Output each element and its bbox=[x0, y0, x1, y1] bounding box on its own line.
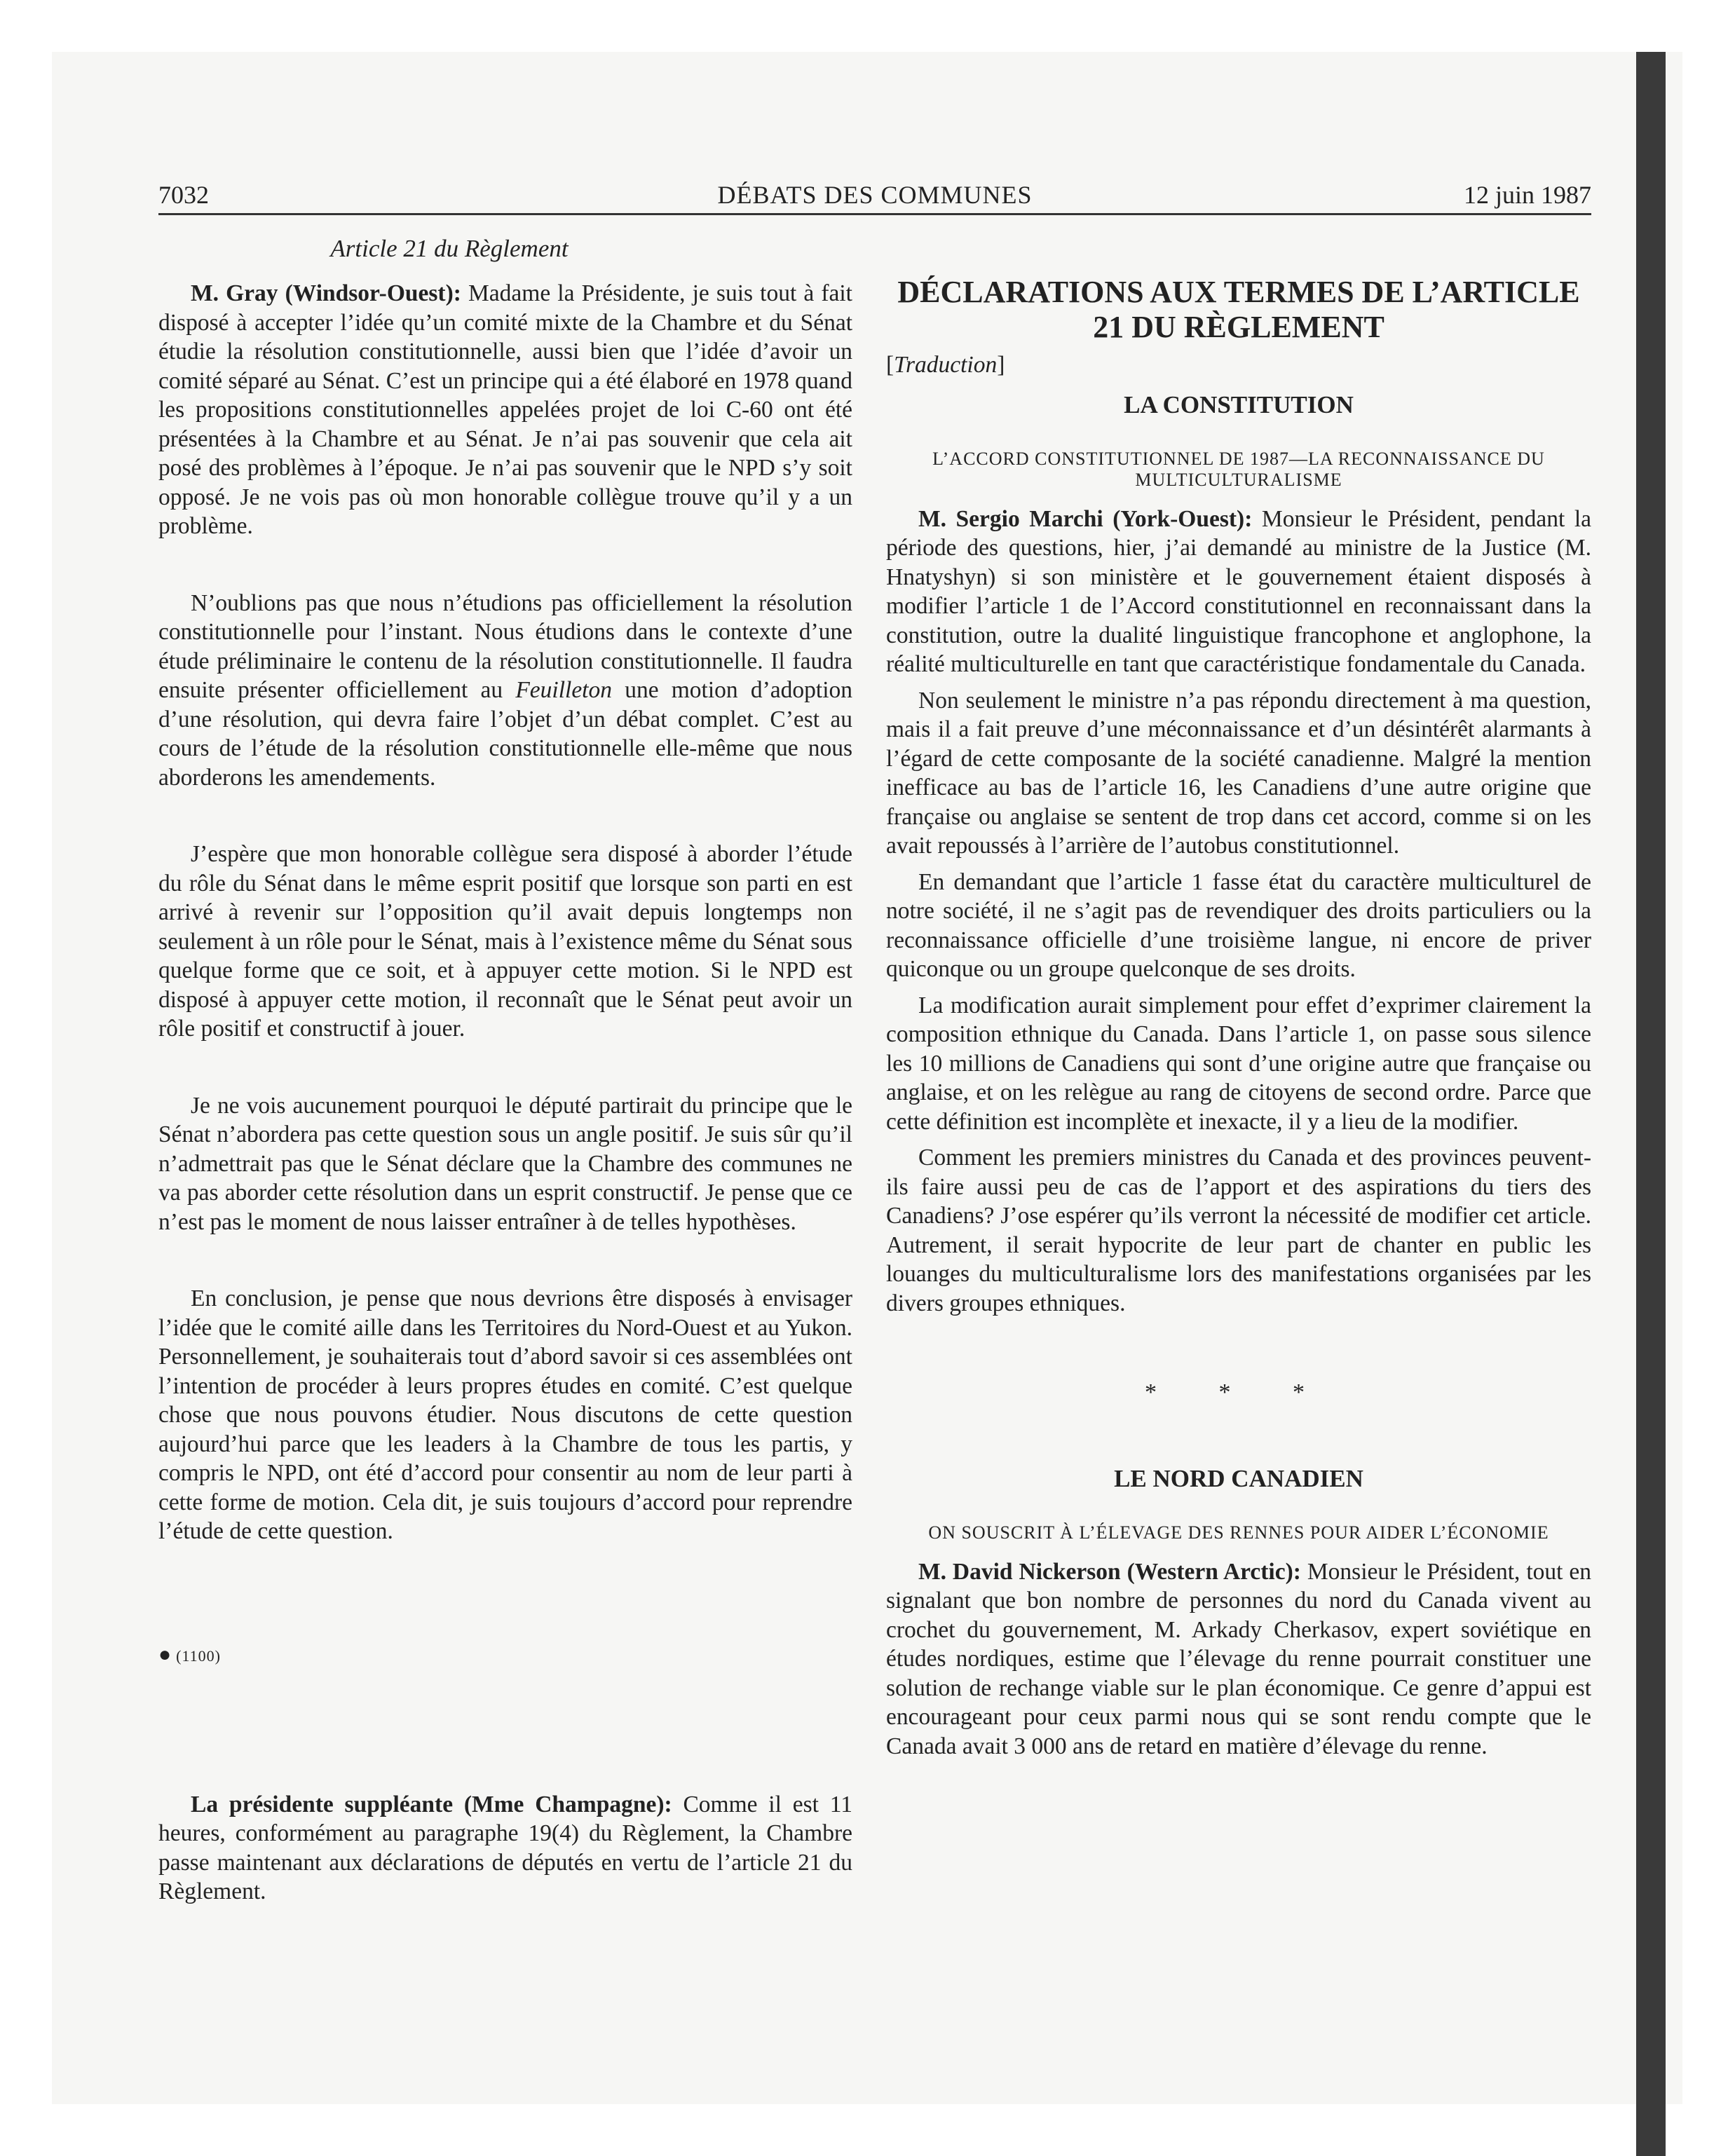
paragraph: N’oublions pas que nous n’étudions pas officiellement la résolution constitutionnelle pour l’instant. Nous étudions dans le contexte d’une étude préliminaire le contenu de la résolution constitutionnelle. Il faudra ensuite présenter officiellement au Feuilleton une motion d’adoption d’une résolution, qui devra faire l’objet d’un débat complet. C’est au cours de l’étude de la résolution constitutionnelle elle-même que nous aborderons les amendements. bbox=[158, 589, 852, 791]
speaker-name: M. Sergio Marchi (York-Ouest): bbox=[918, 505, 1253, 532]
page-number: 7032 bbox=[158, 181, 209, 209]
feuilleton-term: Feuilleton bbox=[515, 677, 612, 703]
speaker-name: M. David Nickerson (Western Arctic): bbox=[918, 1558, 1301, 1585]
running-header bbox=[158, 177, 1591, 215]
separator: * * * bbox=[1145, 1379, 1333, 1405]
section-title: LA CONSTITUTION bbox=[1124, 390, 1354, 418]
journal-title: DÉBATS DES COMMUNES bbox=[717, 181, 1033, 209]
right-column bbox=[886, 275, 1591, 1761]
paragraph-nickerson: M. David Nickerson (Western Arctic): Monsieur le Président, tout en signalant que bon nombre de personnes du nord du Canada vivent au crochet du gouvernement, M. Arkady Cherkasov, expert soviétique en études nordiques, estime que l’élevage du renne pourrait constituer une solution de rechange viable sur le plan économique. Ce genre d’appui est encourageant pour ceux parmi nous qui se sont rendu compte que le Canada avait 3 000 ans de retard en matière d’élevage du renne. bbox=[886, 1558, 1592, 1759]
main-heading: DÉCLARATIONS AUX TERMES DE L’ARTICLE 21 DU RÈGLEMENT bbox=[897, 275, 1580, 344]
left-column bbox=[158, 231, 852, 1906]
speaker-name: La présidente suppléante (Mme Champagne): bbox=[191, 1791, 672, 1817]
translation-note: [Traduction] bbox=[886, 352, 1005, 378]
paragraph: En demandant que l’article 1 fasse état du caractère multiculturel de notre société, il ne s’agit pas de revendiquer des droits particuliers ou la reconnaissance officielle d’une troisième langue, ni encore de priver quiconque ou un groupe quelconque de ses droits. bbox=[886, 868, 1591, 982]
paragraph: En conclusion, je pense que nous devrions être disposés à envisager l’idée que le comité aille dans les Territoires du Nord-Ouest et au Yukon. Personnellement, je souhaiterais tout d’abord savoir si ces assemblées ont l’intention de procéder à leurs propres études en comité. C’est quelque chose que nous pouvons étudier. Nous discutons de cette question aujourd’hui parce que les leaders à la Chambre de tous les partis, y compris le NPD, ont été d’accord pour consentir au nom de leur parti à cette forme de motion. Cela dit, je suis toujours d’accord pour reprendre l’étude de cette question. bbox=[158, 1285, 852, 1544]
paragraph: Comment les premiers ministres du Canada et des provinces peuvent-ils faire aussi peu de cas de l’apport et des aspirations du tiers des Canadiens? J’ose espérer qu’ils verront la nécessité de modifier cet article. Autrement, il serait hypocrite de leur part de chanter en public les louanges du multiculturalisme lors des manifestations organisées par les divers groupes ethniques. bbox=[886, 1145, 1591, 1316]
bullet-icon: ● bbox=[158, 1642, 172, 1666]
time-marker: ● (1100) bbox=[158, 1642, 221, 1666]
paragraph: J’espère que mon honorable collègue sera disposé à aborder l’étude du rôle du Sénat dans le même esprit positif que lorsque son parti en est arrivé à revenir sur l’opposition qu’il avait depuis longtemps non seulement à un rôle pour le Sénat, mais à l’existence même du Sénat sous quelque forme que ce soit, et à appuyer cette motion. Si le NPD est disposé à appuyer cette motion, il reconnaît que le Sénat peut avoir un rôle positif et constructif à jouer. bbox=[158, 841, 852, 1042]
section-subtitle: ON SOUSCRIT À L’ÉLEVAGE DES RENNES POUR AIDER L’ÉCONOMIE bbox=[928, 1522, 1549, 1543]
issue-date: 12 juin 1987 bbox=[1463, 181, 1591, 209]
section-subtitle: L’ACCORD CONSTITUTIONNEL DE 1987—LA RECONNAISSANCE DU MULTICULTURALISME bbox=[932, 448, 1545, 490]
section-heading: Article 21 du Règlement bbox=[330, 235, 569, 262]
binding-edge bbox=[1636, 52, 1666, 2156]
paragraph: La modification aurait simplement pour effet d’exprimer clairement la composition ethnique du Canada. Dans l’article 1, on passe sous silence les 10 millions de Canadiens qui sont d’une origine autre que française ou anglaise, et on les relègue au rang de citoyens de second ordre. Parce que cette définition est incomplète et inexacte, il y a lieu de la modifier. bbox=[886, 992, 1591, 1135]
speaker-name: M. Gray (Windsor-Ouest): bbox=[191, 280, 461, 306]
paragraph-presidente: La présidente suppléante (Mme Champagne): Comme il est 11 heures, conformément au paragraphe 19(4) du Règlement, la Chambre passe maintenant aux déclarations de députés en vertu de l’article 21 du Règlement. bbox=[158, 1791, 852, 1904]
paragraph-marchi: M. Sergio Marchi (York-Ouest): Monsieur le Président, pendant la période des questions, hier, j’ai demandé au ministre de la Justice (M. Hnatyshyn) si son ministère et le gouvernement étaient disposés à modifier l’article 1 de l’Accord constitutionnel en reconnaissant dans la constitution, outre la dualité linguistique francophone et anglophone, la réalité multiculturelle en tant que caractéristique fondamentale du Canada. bbox=[886, 505, 1591, 677]
paragraph: Je ne vois aucunement pourquoi le député partirait du principe que le Sénat n’abordera pas cette question sous un angle positif. Je suis sûr qu’il n’admettrait pas que le Sénat déclare que la Chambre des communes ne va pas aborder cette résolution dans un esprit constructif. Je pense que ce n’est pas le moment de nous laisser entraîner à de telles hypothèses. bbox=[158, 1092, 852, 1235]
section-title: LE NORD CANADIEN bbox=[1114, 1464, 1363, 1492]
paragraph: Non seulement le ministre n’a pas répondu directement à ma question, mais il a fait preuve d’une méconnaissance et d’un désintérêt alarmants à l’égard de cette composante de la société canadienne. Malgré la mention inefficace au bas de l’article 16, les Canadiens d’une autre origine que française ou anglaise se sentent de trop dans cet accord, comme si on les avait repoussés à l’arrière de l’autobus constitutionnel. bbox=[886, 687, 1591, 859]
paragraph-gray: M. Gray (Windsor-Ouest): Madame la Présidente, je suis tout à fait disposé à accepter l’idée qu’un comité mixte de la Chambre et du Sénat étudie la résolution constitutionnelle, aussi bien que l’idée d’avoir un comité séparé au Sénat. C’est un principe qui a été élaboré en 1978 quand les propositions constitutionnelles appelées projet de loi C-60 ont été présentées à la Chambre et au Sénat. Je n’ai pas souvenir que cela ait posé des problèmes à l’époque. Je n’ai pas souvenir que le NPD s’y soit opposé. Je ne vois pas où mon honorable collègue trouve qu’il y a un problème. bbox=[158, 280, 852, 539]
